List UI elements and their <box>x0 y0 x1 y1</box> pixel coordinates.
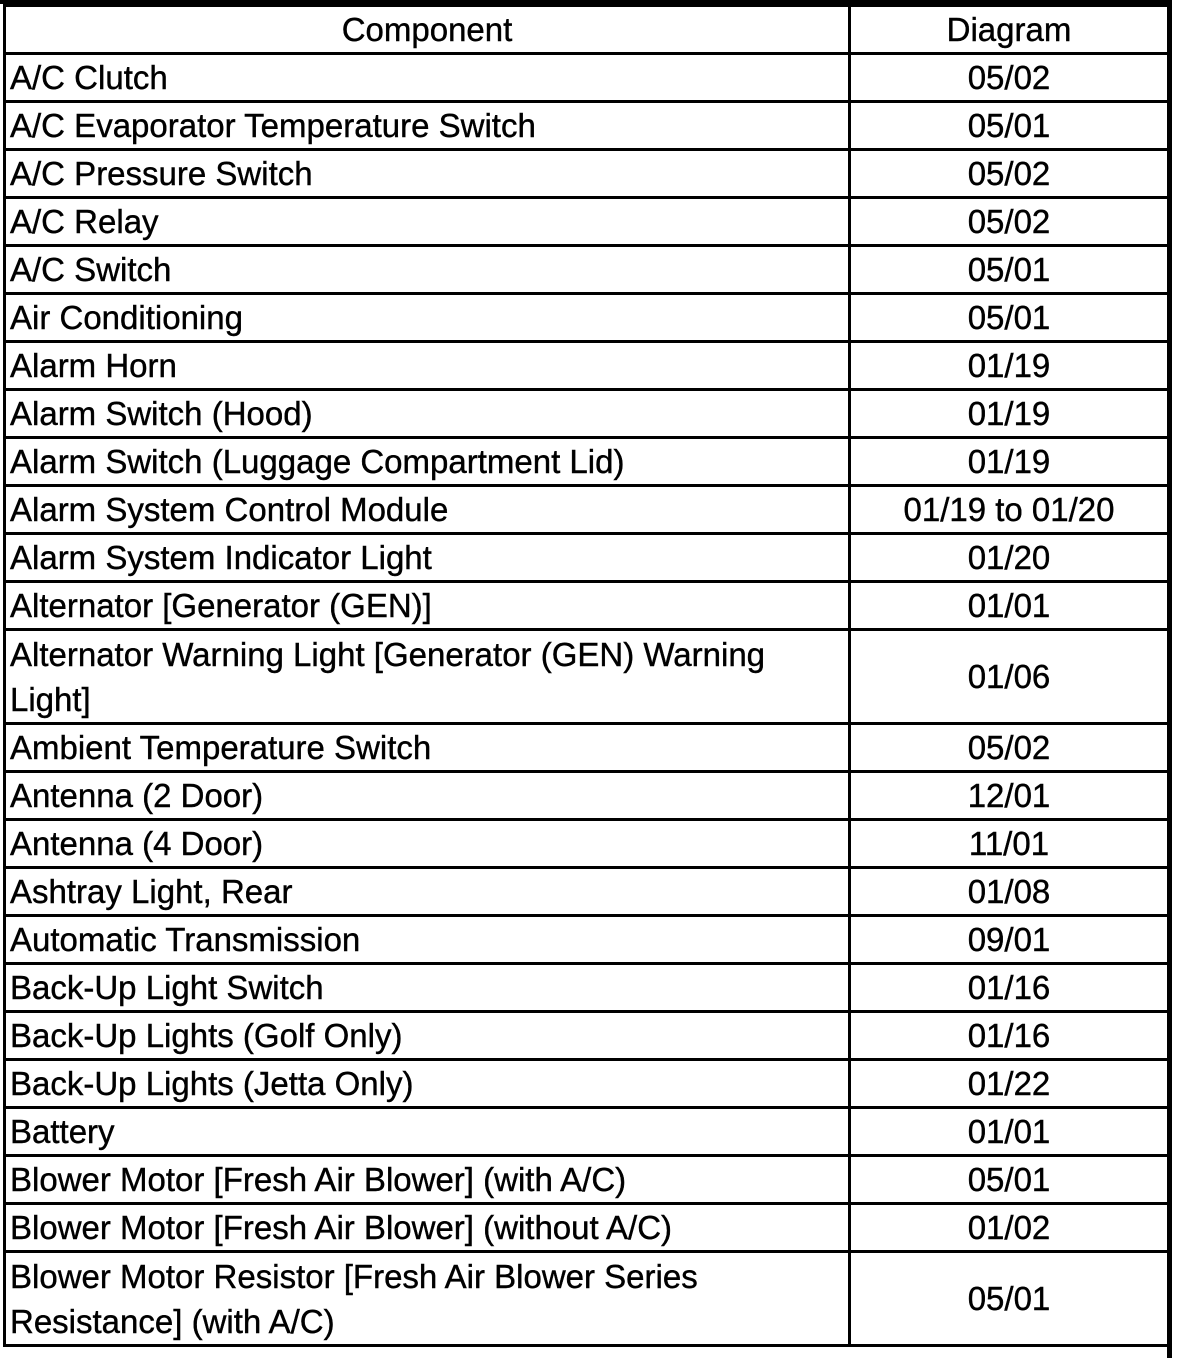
diagram-cell: 01/20 <box>850 534 1169 582</box>
table-row <box>5 1108 1169 1156</box>
table-row <box>5 390 1169 438</box>
component-cell: Antenna (4 Door) <box>5 820 850 868</box>
diagram-cell: 01/08 <box>850 868 1169 916</box>
table-row <box>5 1156 1169 1204</box>
table-row <box>5 102 1169 150</box>
table-header-row <box>5 6 1169 54</box>
table-row <box>5 820 1169 868</box>
component-cell: Battery <box>5 1108 850 1156</box>
table-row <box>5 342 1169 390</box>
diagram-cell: 05/02 <box>850 198 1169 246</box>
component-cell: Back-Up Lights (Golf Only) <box>5 1012 850 1060</box>
diagram-cell: 01/22 <box>850 1060 1169 1108</box>
component-cell: Alarm System Indicator Light <box>5 534 850 582</box>
table-row <box>5 294 1169 342</box>
table-row <box>5 534 1169 582</box>
component-cell: Blower Motor [Fresh Air Blower] (with A/C) <box>5 1156 850 1204</box>
table-row <box>5 1204 1169 1252</box>
table-row <box>5 868 1169 916</box>
diagram-cell: 05/01 <box>850 246 1169 294</box>
diagram-cell: 01/19 <box>850 438 1169 486</box>
diagram-cell: 05/02 <box>850 724 1169 772</box>
diagram-cell: 05/02 <box>850 150 1169 198</box>
component-cell: A/C Clutch <box>5 54 850 102</box>
table-row <box>5 438 1169 486</box>
component-cell: Back-Up Light Switch <box>5 964 850 1012</box>
diagram-cell: 01/06 <box>850 630 1169 724</box>
diagram-cell: 05/02 <box>850 54 1169 102</box>
table-row <box>5 198 1169 246</box>
component-cell: A/C Relay <box>5 198 850 246</box>
component-cell: Alarm Horn <box>5 342 850 390</box>
diagram-cell: 01/19 to 01/20 <box>850 486 1169 534</box>
diagram-cell: 01/02 <box>850 1204 1169 1252</box>
component-cell: Alarm Switch (Luggage Compartment Lid) <box>5 438 850 486</box>
table-row <box>5 54 1169 102</box>
component-cell: Blower Motor [Fresh Air Blower] (without A/C) <box>5 1204 850 1252</box>
component-cell: A/C Evaporator Temperature Switch <box>5 102 850 150</box>
table-row <box>5 964 1169 1012</box>
table-row <box>5 582 1169 630</box>
diagram-cell: 12/01 <box>850 772 1169 820</box>
diagram-cell: 09/01 <box>850 916 1169 964</box>
table-row <box>5 630 1169 724</box>
component-cell: Back-Up Lights (Jetta Only) <box>5 1060 850 1108</box>
component-cell: Alarm Switch (Hood) <box>5 390 850 438</box>
table-row <box>5 772 1169 820</box>
column-header-diagram: Diagram <box>850 6 1169 54</box>
column-header-component: Component <box>5 6 850 54</box>
diagram-cell: 05/01 <box>850 1252 1169 1346</box>
diagram-cell: 01/01 <box>850 1108 1169 1156</box>
table-row <box>5 724 1169 772</box>
component-cell: Alternator Warning Light [Generator (GEN) Warning Light] <box>5 630 850 724</box>
diagram-cell: 05/01 <box>850 102 1169 150</box>
component-cell: A/C Switch <box>5 246 850 294</box>
component-cell: Automatic Transmission <box>5 916 850 964</box>
diagram-cell: 01/16 <box>850 1012 1169 1060</box>
table-row <box>5 150 1169 198</box>
component-cell: Ambient Temperature Switch <box>5 724 850 772</box>
component-cell: A/C Pressure Switch <box>5 150 850 198</box>
component-cell: Blower Motor Resistor [Fresh Air Blower Series Resistance] (with A/C) <box>5 1252 850 1346</box>
component-cell: Alternator [Generator (GEN)] <box>5 582 850 630</box>
component-cell: Alarm System Control Module <box>5 486 850 534</box>
table-row <box>5 1012 1169 1060</box>
table-row <box>5 1060 1169 1108</box>
diagram-cell: 05/01 <box>850 294 1169 342</box>
diagram-cell: 11/01 <box>850 820 1169 868</box>
table-row <box>5 486 1169 534</box>
diagram-cell: 01/19 <box>850 342 1169 390</box>
table-row <box>5 246 1169 294</box>
table-row <box>5 916 1169 964</box>
diagram-cell: 01/19 <box>850 390 1169 438</box>
component-cell: Air Conditioning <box>5 294 850 342</box>
component-cell: Antenna (2 Door) <box>5 772 850 820</box>
component-diagram-table <box>3 4 1170 1347</box>
diagram-cell: 05/01 <box>850 1156 1169 1204</box>
component-cell: Ashtray Light, Rear <box>5 868 850 916</box>
diagram-cell: 01/01 <box>850 582 1169 630</box>
table-row <box>5 1252 1169 1346</box>
diagram-cell: 01/16 <box>850 964 1169 1012</box>
